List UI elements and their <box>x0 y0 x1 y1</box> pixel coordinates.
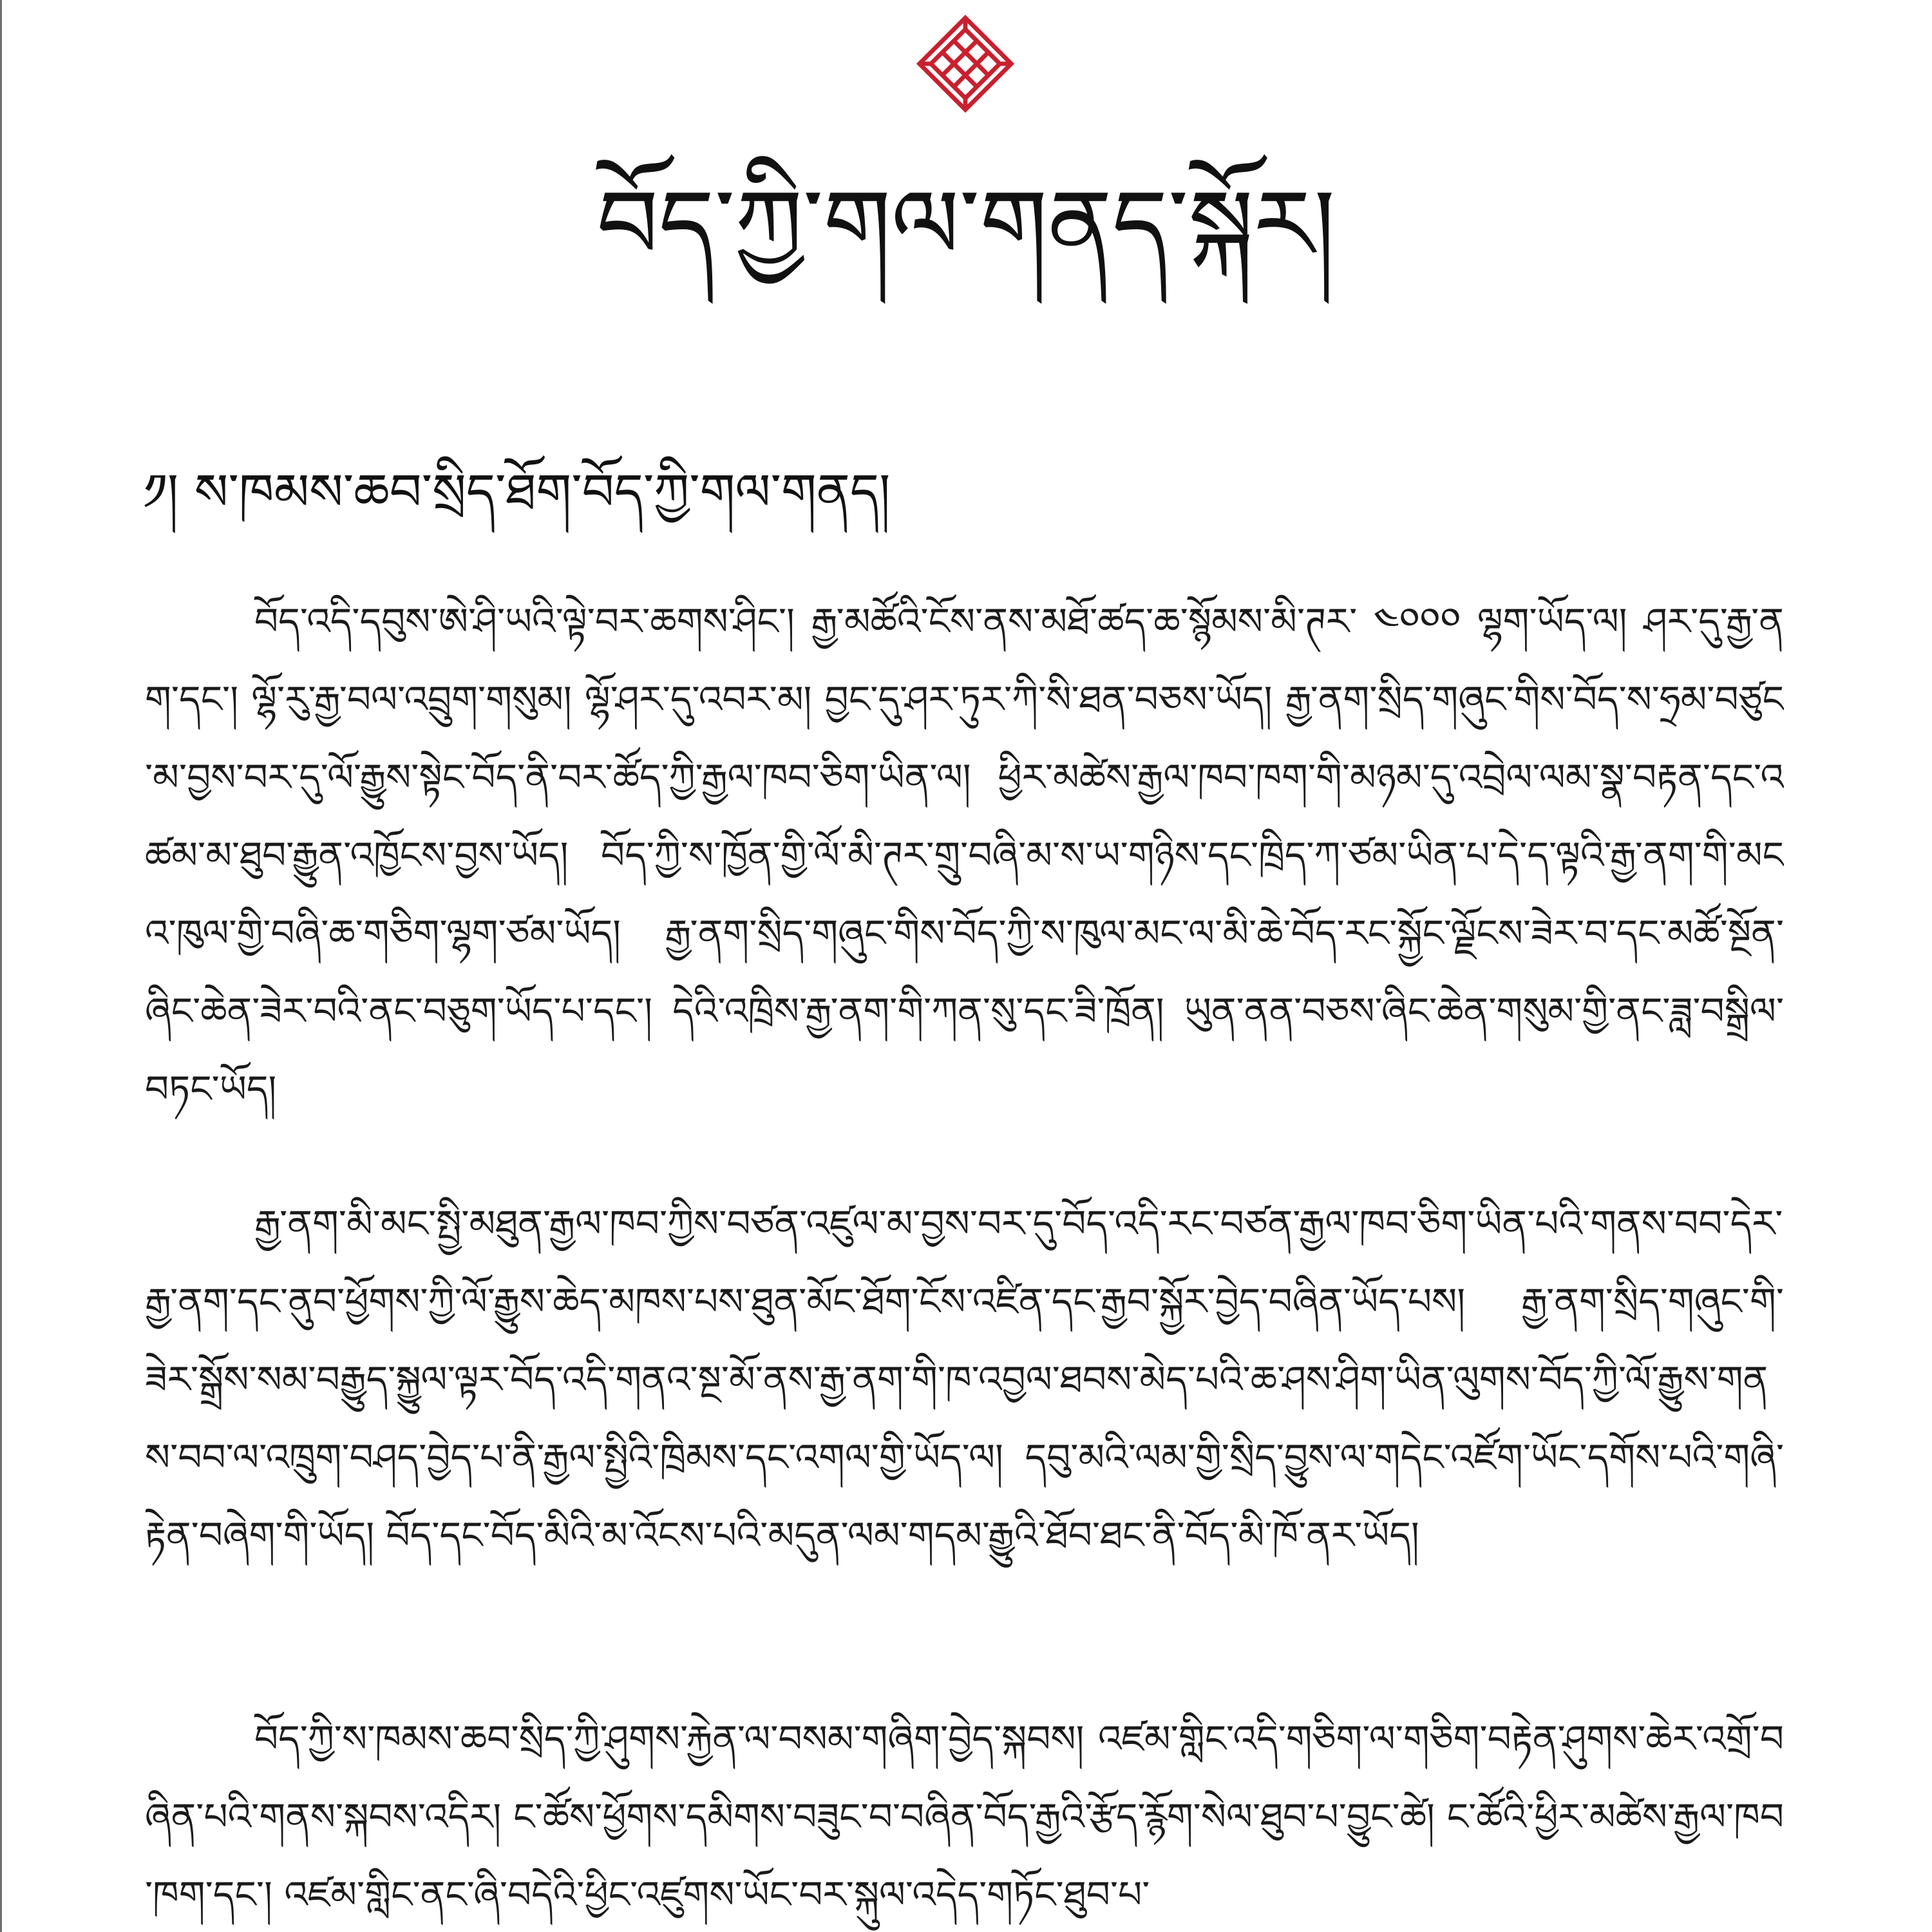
page-edge-rule <box>0 0 2 1932</box>
endless-knot-icon <box>913 12 1018 116</box>
body-paragraph: བོད་འདི་དབུས་ཨེ་ཤི་ཡའི་ལྟེ་བར་ཆགས་ཤིང་། རྒྱ་མཚོའི་ངོས་ནས་མཐོ་ཚད་ཆ་སྙོམས་མི་ཊར་ ༤༠༠༠ ལྷག་ཡོད་ལ། ཤར་དུ་རྒྱ་ནག་དང་། ལྷོ་རུ་རྒྱ་བལ་འབྲུག་གསུམ། ལྷོ་ཤར་དུ་འབར་མ། བྱང་དུ་ཤར་ཏུར་ཀི་སི་ཐན་བཅས་ཡོད། རྒྱ་ནག་སྲིད་གཞུང་གིས་བོད་ས་ཧྲམ་བཙུང་མ་བྱས་བར་དུ་ལོ་རྒྱུས་སྟེང་བོད་ནི་བར་ཚོད་ཀྱི་རྒྱལ་ཁབ་ཅིག་ཡིན་ལ། ཕྱིར་མཚེས་རྒྱལ་ཁབ་ཁག་གི་མཉམ་དུ་འབྲེལ་ལམ་སྣ་བརྟན་དང་འཚམ་མ་ཐུབ་རྒྱུན་འཁྱོངས་བྱས་ཡོད། བོད་ཀྱི་ས་ཁྱོན་གྱི་ལོ་མི་ཊར་གྲུ་བཞི་མ་ས་ཡ་གཉིས་དང་ཁྲིད་ཀ་ཙམ་ཡིན་པ་དེ་ད་ལྟའི་རྒྱ་ནག་གི་མངའ་ཁུལ་གྱི་བཞི་ཆ་གཅིག་ལྷག་ཙམ་ཡོད། རྒྱ་ནག་སྲིད་གཞུང་གིས་བོད་ཀྱི་ས་ཁུལ་མང་ལ་མི་ཆེ་བོད་རང་སྐྱོང་ལྗོངས་ཟེར་བ་དང་མཚོ་སྔོན་ཞིང་ཆེན་ཟེར་བའི་ནང་བཅུག་ཡོད་པ་དང་། དེའི་འཁྲིས་རྒྱ་ནག་གི་ཀན་སུ་དང་ཟི་ཁྲོན། ཡུན་ནན་བཅས་ཞིང་ཆེན་གསུམ་གྱི་ནང་ཟླ་བསྒྲིལ་བཏང་ཡོད། <box>145 600 1784 1111</box>
body-paragraph: བོད་ཀྱི་ས་ཁམས་ཆབ་སྲིད་ཀྱི་ཤུགས་རྐྱེན་ལ་བསམ་གཞིག་བྱེད་སྐབས། འཛམ་གླིང་འདི་གཅིག་ལ་གཅིག་བརྟེན་ཤུགས་ཆེར་འགྲོ་བཞིན་པའི་གནས་སྐབས་འདིར། ང་ཚོས་ཕྱོགས་དམིགས་བཟུང་བ་བཞིན་བོད་རྒྱའི་རྩོད་རྙོག་སེལ་ཐུབ་པ་བྱུང་ཚེ། ང་ཚོའི་ཕྱིར་མཚེས་རྒྱལ་ཁབ་ཁག་དང་། འཛམ་གླིང་ནང་ཞི་བདེའི་ཕྱིང་འཛུགས་ཡོང་བར་སྐུལ་འདེད་གཏོང་ཐུབ་པ་ <box>145 1717 1784 1917</box>
section-heading: ༡། ས་ཁམས་ཆབ་སྲིད་ཐོག་བོད་ཀྱི་གལ་གནད། <box>143 464 891 522</box>
body-paragraph: རྒྱ་ནག་མི་མང་སྤྱི་མཐུན་རྒྱལ་ཁབ་ཀྱིས་བཙན་འཛུལ་མ་བྱས་བར་དུ་བོད་འདི་རང་བཙན་རྒྱལ་ཁབ་ཅིག་ཡིན་པའི་གནས་བབ་དེར་རྒྱ་ནག་དང་ནུབ་ཕྱོགས་ཀྱི་ལོ་རྒྱུས་ཆེད་མཁས་པས་ཐུན་མོང་ཐོག་ངོས་འཛིན་དང་རྒྱབ་སྐྱོར་བྱེད་བཞིན་ཡོད་པས། རྒྱ་ནག་སྲིད་གཞུང་གི་ཟེར་སྒྲོས་སམ་བརྒྱུད་སྐྱུལ་ལྟར་བོད་འདི་གནའ་སྔ་མོ་ནས་རྒྱ་ནག་གི་ཁ་འབྱལ་ཐབས་མེད་པའི་ཆ་ཤས་ཤིག་ཡིན་ལུགས་བོད་ཀྱི་ལོ་རྒྱུས་གནས་བབ་ལ་འཁྲུག་བཤད་བྱེད་པ་ནི་རྒྱལ་སྤྱིའི་ཁྲིམས་དང་འགལ་གྱི་ཡོད་ལ། དབུ་མའི་ལམ་གྱི་སྲིད་བྱུས་ལ་གདེང་འཛོག་ཡོང་དགོས་པའི་གཞི་རྟེན་བཞེག་གི་ཡོད། བོད་དང་བོད་མིའི་མ་འོངས་པའི་མདུན་ལམ་གདམ་རྒྱུའི་ཐོབ་ཐང་ནི་བོད་མི་ཁོ་ནར་ཡོད། <box>145 1202 1784 1557</box>
page-title: བོད་ཀྱི་གལ་གནད་སྐོར། <box>596 169 1336 281</box>
